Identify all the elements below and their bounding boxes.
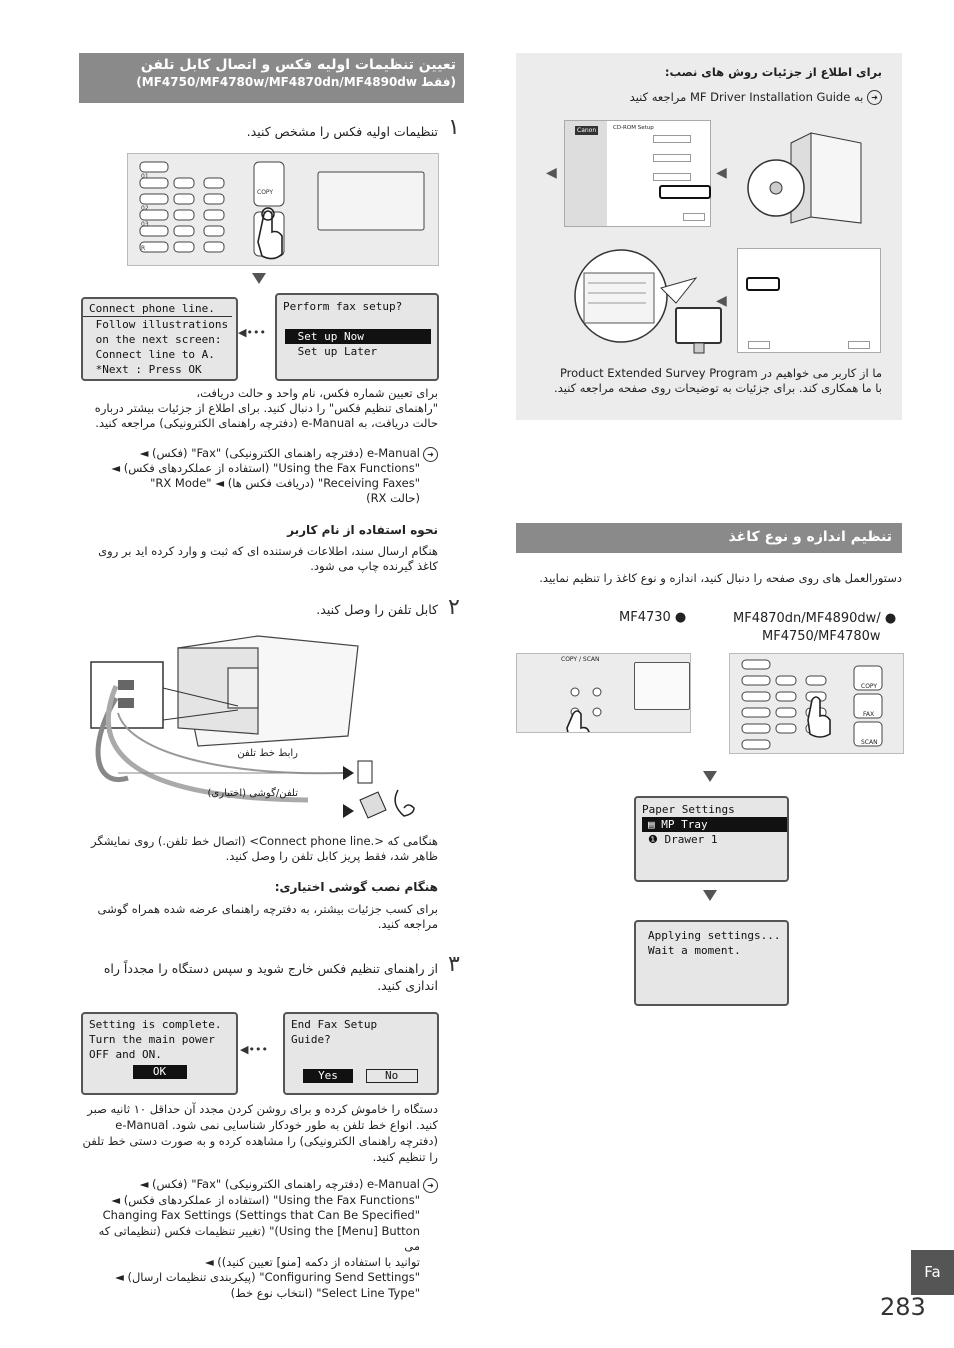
lcd-end-fax-setup	[283, 1012, 439, 1095]
body-line: برای کسب جزئیات بیشتر، به دفترچه راهنمای عرضه شده همراه گوشی	[97, 902, 438, 916]
ref-line: "Using the Fax Functions" (استفاده از عملکردهای فکس) ◄	[111, 1192, 420, 1207]
highlighted-button[interactable]	[659, 185, 711, 199]
lcd-no-button[interactable]: No	[366, 1069, 418, 1083]
panel-label-copy: COPY	[861, 683, 878, 690]
lcd-line: Applying settings...	[648, 929, 781, 942]
paper-section-header	[516, 523, 902, 553]
survey-bullet	[522, 366, 882, 396]
ref-line: "Using the Fax Functions" (استفاده از عملکردهای فکس) ◄	[111, 461, 420, 475]
step-2-subheading: هنگام نصب گوشی اختیاری:	[274, 880, 438, 894]
title-line: از راهنمای تنظیم فکس خارج شوید و سپس دستگاه را مجدداً راه	[103, 961, 438, 976]
down-arrow-3	[703, 890, 717, 901]
survey-window	[737, 248, 881, 353]
title-line: اندازی کنید.	[377, 978, 438, 993]
step-3-number: ۳	[448, 952, 460, 977]
lcd-line: Connect line to A.	[89, 348, 215, 361]
lcd-line: *Next : Press OK	[89, 363, 202, 376]
lcd-option-mp-tray[interactable]: ▤ MP Tray	[642, 817, 787, 832]
lcd-option-drawer-1[interactable]: ❶ Drawer 1	[648, 833, 718, 846]
panel-label-scan: SCAN	[861, 739, 878, 746]
svg-text:R: R	[141, 245, 146, 252]
lcd-applying-settings	[634, 920, 789, 1006]
ref-line: "Changing Fax Settings (Settings that Can Be Specified	[102, 1208, 420, 1222]
panel-top-label: COPY / SCAN	[561, 656, 600, 663]
ref-line: e-Manual (دفترچه راهنمای الکترونیکی) "Fax" (فکس) ◄	[139, 446, 420, 460]
step-3-references	[82, 1177, 438, 1301]
bullet-line: ما از کاربر می خواهیم در Product Extended Survey Program	[559, 366, 882, 380]
model-a-text: MF4730	[619, 610, 671, 625]
language-tab	[911, 1250, 954, 1295]
cd-rom-title: CD-ROM Setup	[613, 125, 654, 131]
lcd-line: Guide?	[291, 1033, 331, 1046]
body-line: (دفترچه راهنمای الکترونیکی) را مشاهده کرده و به صورت دستی خط تلفن	[82, 1134, 438, 1148]
step-2-subbody	[82, 902, 438, 932]
info-ref-text: به MF Driver Installation Guide مراجعه کنید	[629, 90, 864, 104]
ref-line: "Configuring Send Settings" (پیکربندی تنظیمات ارسال) ◄	[114, 1270, 420, 1284]
label-phone-handset: تلفن/گوشی (اختیاری)	[207, 788, 298, 799]
model-label-a: MF4730 ●	[619, 610, 687, 625]
step-1-references	[82, 446, 438, 506]
down-arrow-2	[703, 771, 717, 782]
step-1-title: تنظیمات اولیه فکس را مشخص کنید.	[246, 124, 438, 139]
ref-line: Using the [Menu] Button)" (تغییر تنظیمات فکس (تنظیماتی که می	[98, 1223, 420, 1253]
lcd-paper-settings	[634, 796, 789, 882]
lcd-ok-button[interactable]: OK	[133, 1065, 187, 1079]
body-line: را تنظیم کنید.	[372, 1150, 438, 1164]
step-3-body	[82, 1101, 438, 1165]
step-2-number: ۲	[448, 595, 460, 620]
body-line: کنید. انواع خط تلفن به طور خودکار شناسایی نمی شود. e-Manual	[115, 1118, 438, 1132]
step-1-number: ۱	[448, 115, 460, 140]
panel-mf4730	[516, 653, 691, 733]
control-panel-illustration	[127, 153, 439, 266]
info-ref	[532, 90, 882, 105]
step-1-subbody	[82, 544, 438, 574]
lcd-connect-phone-line	[81, 297, 238, 381]
body-line: ظاهر شد، فقط پریز کابل تلفن را وصل کنید.	[225, 849, 438, 863]
svg-text:COPY: COPY	[257, 189, 274, 196]
language-tab-label: Fa	[924, 1263, 941, 1281]
lcd-line	[277, 314, 437, 329]
lcd-setting-complete	[81, 1012, 238, 1095]
body-line: حالت دریافت، به e-Manual (دفترچه راهنمای الکترونیکی) مراجعه کنید.	[95, 416, 438, 430]
body-line: کاغذ گیرنده چاپ می شود.	[310, 559, 438, 573]
lcd-line: Follow illustrations	[89, 318, 229, 331]
info-heading: برای اطلاع از جزئیات روش های نصب:	[664, 65, 882, 79]
step-3-title	[82, 960, 438, 994]
panel-a-svg	[557, 654, 667, 732]
body-line: "راهنمای تنظیم فکس" را دنبال کنید. برای اطلاع از جزئیات بیشتر درباره	[94, 401, 438, 415]
arrow-circle-icon: ➜	[423, 1178, 438, 1193]
model-b-text-2: MF4750/MF4780w	[762, 629, 881, 644]
section-title: تعیین تنظیمات اولیه فکس و اتصال کابل تلفن	[140, 57, 456, 73]
computer-cd-svg	[741, 123, 881, 233]
paper-section-title: تنظیم اندازه و نوع کاغذ	[728, 529, 892, 545]
body-line: هنگامی که <.Connect phone line> (اتصال خط تلفن.) روی نمایشگر	[91, 834, 438, 848]
panel-label-fax: FAX	[863, 711, 875, 718]
left-arrow-icon: ◀	[546, 165, 557, 181]
lcd-line: Wait a moment.	[648, 944, 741, 957]
dots-arrow: ◀•••	[240, 1043, 268, 1056]
body-line: برای تعیین شماره فکس، نام واحد و حالت دریافت،	[196, 386, 438, 400]
lcd-option-set-up-later[interactable]: Set up Later	[291, 345, 378, 358]
section-subtitle: (فقط MF4750/MF4780w/MF4870dn/MF4890dw)	[136, 75, 456, 89]
ref-line: توانید با استفاده از دکمه [منو] تعیین کنید)) ◄	[204, 1254, 420, 1269]
arrow-circle-icon: ➜	[423, 447, 438, 462]
dots-arrow: ◀•••	[238, 326, 266, 339]
ref-line: (حالت RX)	[366, 491, 420, 505]
lcd-yes-button[interactable]: Yes	[303, 1069, 353, 1083]
panel-mf4870	[729, 653, 904, 754]
lcd-line: Setting is complete.	[89, 1018, 222, 1031]
body-line: دستگاه را خاموش کرده و برای روشن کردن مجدد آن حداقل ۱۰ ثانیه صبر	[87, 1102, 438, 1116]
paper-intro: دستورالعمل های روی صفحه را دنبال کنید، اندازه و نوع کاغذ را تنظیم نمایید.	[539, 571, 902, 585]
svg-text:02: 02	[141, 205, 149, 212]
step-1-subheading: نحوه استفاده از نام کاربر	[287, 523, 438, 537]
arrow-circle-icon: ➜	[867, 90, 882, 105]
lcd-line: Paper Settings	[642, 803, 735, 816]
installer-window	[564, 120, 711, 227]
model-label-b: MF4870dn/MF4890dw/ ● MF4750/MF4780w	[733, 611, 897, 644]
lcd-line: End Fax Setup	[291, 1018, 378, 1031]
section-header	[79, 53, 464, 103]
lcd-line: OFF and ON.	[89, 1048, 162, 1061]
canon-logo: Canon	[577, 127, 597, 134]
body-line: هنگام ارسال سند، اطلاعات فرستنده ای که ثبت و وارد کرده اید بر روی	[98, 544, 438, 558]
label-phone-line-jack: رابط خط تلفن	[237, 748, 298, 759]
page-number: 283	[880, 1293, 926, 1321]
left-arrow-icon: ◀	[716, 165, 727, 181]
left-arrow-icon: ◀	[716, 293, 727, 309]
ref-line: "Receiving Faxes" (دریافت فکس ها) ◄ "RX Mode"	[150, 476, 420, 490]
model-b-text: MF4870dn/MF4890dw/	[733, 611, 881, 626]
lcd-line: on the next screen:	[89, 333, 222, 346]
lcd-option-set-up-now[interactable]: Set up Now	[285, 329, 431, 344]
svg-text:03: 03	[141, 221, 149, 228]
ref-line: "Select Line Type" (انتخاب نوع خط)	[230, 1285, 420, 1300]
step-2-body	[82, 834, 438, 864]
monitor-svg	[566, 248, 726, 368]
lcd-line: Perform fax setup?	[283, 300, 403, 313]
step-2-title: کابل تلفن را وصل کنید.	[316, 602, 438, 617]
lcd-line: Turn the main power	[89, 1033, 215, 1046]
lcd-perform-fax-setup	[275, 293, 439, 381]
printer-connection-illustration	[88, 628, 438, 828]
step-1-body	[82, 386, 438, 431]
installation-info-box	[516, 53, 902, 420]
down-arrow-1	[252, 273, 266, 284]
body-line: مراجعه کنید.	[377, 917, 438, 931]
ref-line: e-Manual (دفترچه راهنمای الکترونیکی) "Fax" (فکس) ◄	[139, 1177, 420, 1191]
lcd-line: Connect phone line.	[83, 301, 232, 317]
bullet-line: با ما همکاری کند. برای جزئیات به توضیحات روی صفحه مراجعه کنید.	[554, 381, 882, 395]
panel-svg	[128, 154, 438, 265]
svg-text:01: 01	[141, 173, 149, 180]
